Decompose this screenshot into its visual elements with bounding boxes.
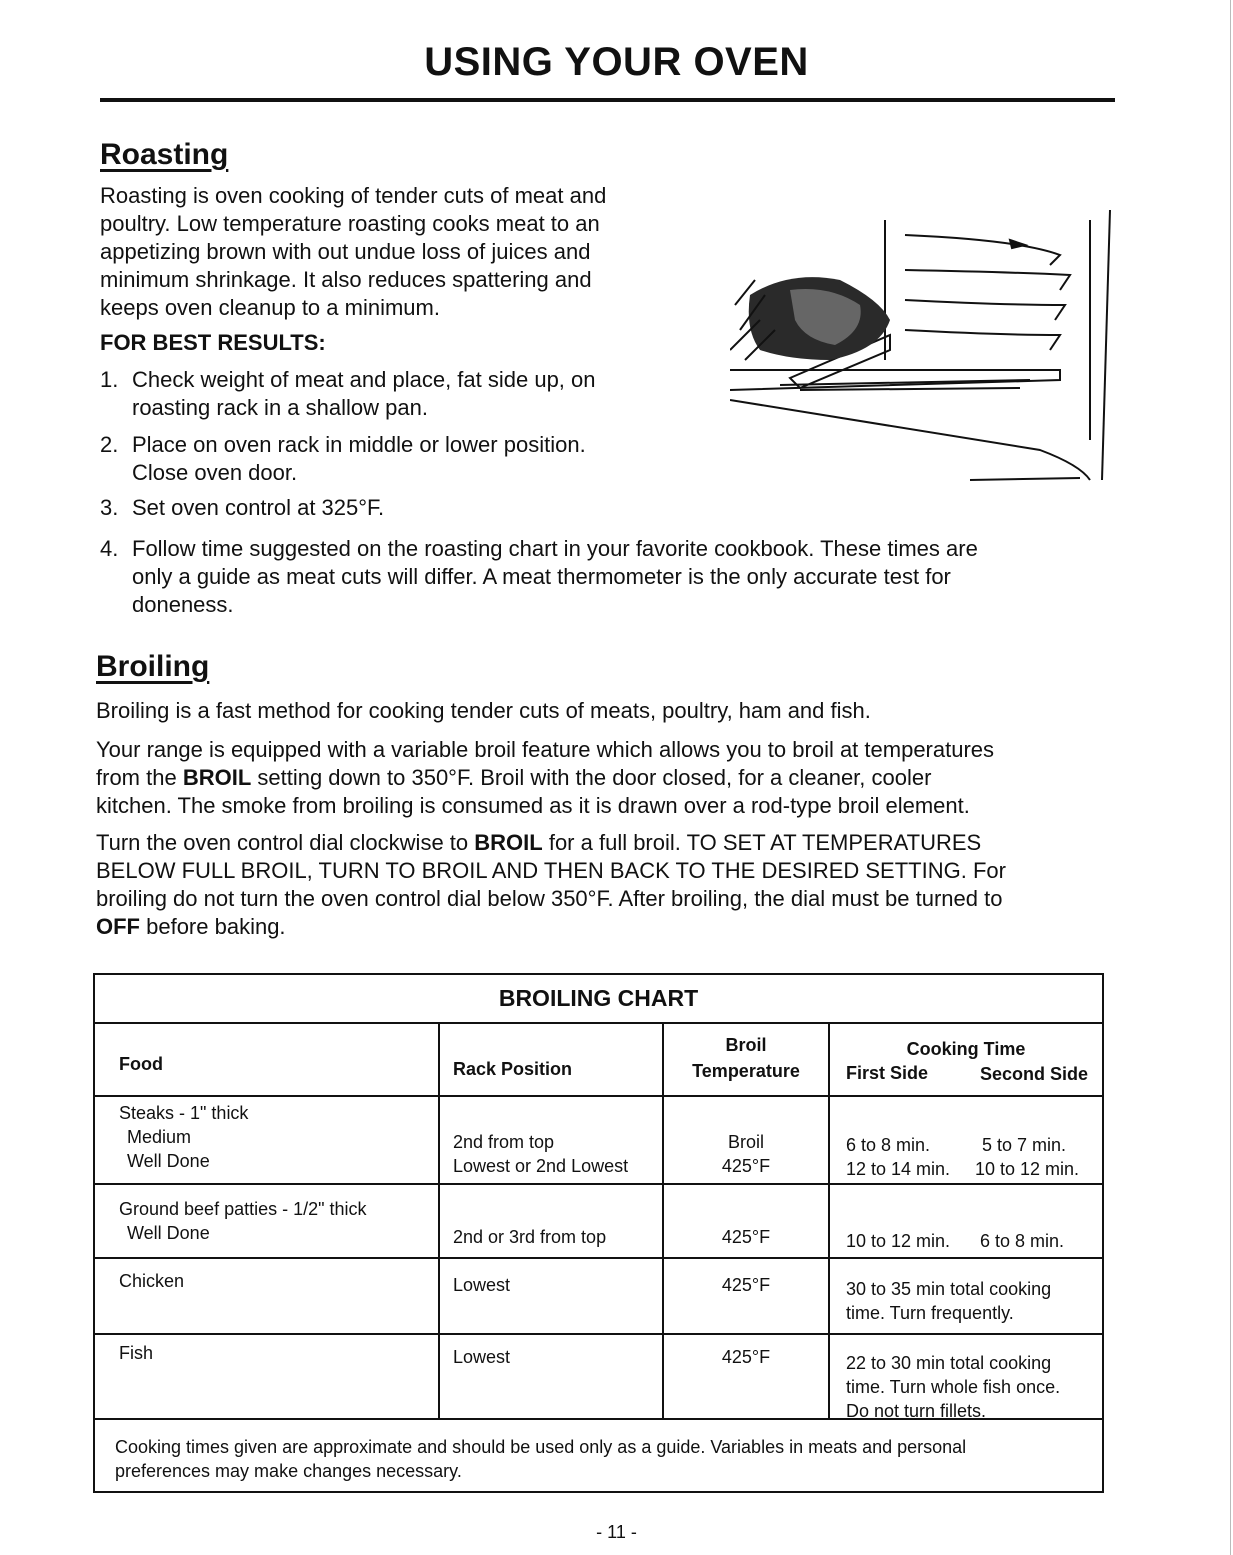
- step-number: 1.: [100, 367, 119, 392]
- temp-cell: 425°F: [721, 1275, 771, 1295]
- food-cell: Ground beef patties - 1/2" thick: [119, 1199, 367, 1219]
- chart-note-line: preferences may make changes necessary.: [115, 1461, 462, 1481]
- step-line: doneness.: [132, 592, 234, 617]
- step-line: Close oven door.: [132, 460, 298, 485]
- row-divider: [95, 1022, 1102, 1024]
- step-line: Check weight of meat and place, fat side up, on: [132, 367, 596, 392]
- rack-cell: Lowest: [453, 1347, 511, 1367]
- rack-cell: 2nd or 3rd from top: [453, 1227, 607, 1247]
- header-food: Food: [119, 1054, 163, 1074]
- second-side-cell: 10 to 12 min.: [975, 1159, 1080, 1179]
- row-divider: [95, 1333, 1102, 1335]
- text-run: for a full broil. TO SET AT TEMPERATURES: [542, 830, 982, 855]
- best-results-label: FOR BEST RESULTS:: [100, 330, 326, 355]
- food-cell: Chicken: [119, 1271, 185, 1291]
- header-cooking-time: Cooking Time: [906, 1039, 1026, 1059]
- roasting-intro-line: keeps oven cleanup to a minimum.: [100, 295, 440, 320]
- row-divider: [95, 1183, 1102, 1185]
- header-second-side: Second Side: [980, 1064, 1089, 1084]
- broil-keyword: BROIL: [474, 830, 543, 855]
- cooking-time-cell: time. Turn frequently.: [846, 1303, 1014, 1323]
- roasting-intro-line: appetizing brown with out undue loss of juices and: [100, 239, 591, 264]
- rack-cell: Lowest or 2nd Lowest: [453, 1156, 629, 1176]
- broil-keyword: BROIL: [182, 765, 252, 790]
- step-line: Set oven control at 325°F.: [132, 495, 385, 520]
- step-number: 4.: [100, 536, 119, 561]
- paragraph-line: [96, 764, 931, 792]
- header-rack-position: Rack Position: [453, 1059, 573, 1079]
- chart-note-line: Cooking times given are approximate and should be used only as a guide. Variables in meats and personal: [115, 1437, 967, 1457]
- temp-cell: Broil: [727, 1132, 764, 1152]
- roasting-intro-line: minimum shrinkage. It also reduces spattering and: [100, 267, 592, 292]
- temp-cell: 425°F: [721, 1156, 771, 1176]
- chart-title: BROILING CHART: [498, 985, 699, 1011]
- rack-cell: Lowest: [453, 1275, 511, 1295]
- roasting-step-1: [100, 366, 700, 422]
- broiling-paragraph-1: Broiling is a fast method for cooking tender cuts of meats, poultry, ham and fish.: [96, 698, 871, 723]
- header-first-side: First Side: [846, 1063, 929, 1083]
- page-edge-line: [1230, 0, 1231, 1555]
- header-broil: Broil: [725, 1035, 767, 1055]
- paragraph-line: broiling do not turn the oven control dial below 350°F. After broiling, the dial must be turned to: [96, 886, 1003, 911]
- paragraph-line: kitchen. The smoke from broiling is consumed as it is drawn over a rod-type broil element.: [96, 793, 970, 818]
- step-line: only a guide as meat cuts will differ. A meat thermometer is the only accurate test for: [132, 564, 951, 589]
- step-number: 2.: [100, 432, 119, 457]
- row-divider: [95, 1257, 1102, 1259]
- broiling-chart: [93, 973, 1104, 1493]
- food-cell: Well Done: [127, 1151, 210, 1171]
- rack-cell: 2nd from top: [453, 1132, 555, 1152]
- text-run: from the: [96, 765, 183, 790]
- broiling-heading: Broiling: [96, 650, 210, 683]
- roasting-step-3: [100, 494, 700, 522]
- roasting-intro-line: poultry. Low temperature roasting cooks meat to an: [100, 211, 600, 236]
- paragraph-line: Your range is equipped with a variable broil feature which allows you to broil at temperatures: [96, 737, 995, 762]
- step-line: roasting rack in a shallow pan.: [132, 395, 428, 420]
- first-side-cell: 6 to 8 min.: [846, 1135, 931, 1155]
- text-run: before baking.: [140, 914, 286, 939]
- title-divider: [100, 98, 1115, 102]
- first-side-cell: 10 to 12 min.: [846, 1231, 951, 1251]
- roasting-step-4: [100, 535, 1100, 619]
- off-keyword: OFF: [96, 914, 140, 939]
- roasting-heading: Roasting: [100, 138, 229, 171]
- paragraph-line: [96, 829, 981, 857]
- roast-in-oven-illustration: [730, 210, 1120, 490]
- temp-cell: 425°F: [721, 1227, 771, 1247]
- page-number: - 11 -: [596, 1522, 637, 1542]
- step-number: 3.: [100, 495, 119, 520]
- text-run: Turn the oven control dial clockwise to: [96, 830, 475, 855]
- column-divider: [438, 1022, 440, 1418]
- column-divider: [828, 1022, 830, 1418]
- text-run: setting down to 350°F. Broil with the door closed, for a cleaner, cooler: [251, 765, 932, 790]
- food-cell: Well Done: [127, 1223, 210, 1243]
- cooking-time-cell: Do not turn fillets.: [846, 1401, 987, 1421]
- step-line: Follow time suggested on the roasting chart in your favorite cookbook. These times are: [132, 536, 978, 561]
- second-side-cell: 5 to 7 min.: [982, 1135, 1067, 1155]
- paragraph-line: [96, 913, 286, 941]
- roasting-step-2: [100, 431, 700, 487]
- first-side-cell: 12 to 14 min.: [846, 1159, 951, 1179]
- cooking-time-cell: 22 to 30 min total cooking: [846, 1353, 1052, 1373]
- cooking-time-cell: 30 to 35 min total cooking: [846, 1279, 1052, 1299]
- second-side-cell: 6 to 8 min.: [980, 1231, 1065, 1251]
- row-divider: [95, 1095, 1102, 1097]
- food-cell: Steaks - 1" thick: [119, 1103, 249, 1123]
- food-cell: Medium: [127, 1127, 192, 1147]
- step-line: Place on oven rack in middle or lower position.: [132, 432, 586, 457]
- header-temperature: Temperature: [692, 1061, 800, 1081]
- food-cell: Fish: [119, 1343, 154, 1363]
- cooking-time-cell: time. Turn whole fish once.: [846, 1377, 1061, 1397]
- paragraph-line: BELOW FULL BROIL, TURN TO BROIL AND THEN BACK TO THE DESIRED SETTING. For: [96, 858, 1006, 883]
- temp-cell: 425°F: [721, 1347, 771, 1367]
- page-title: USING YOUR OVEN: [424, 40, 809, 84]
- roasting-intro-line: Roasting is oven cooking of tender cuts of meat and: [100, 183, 607, 208]
